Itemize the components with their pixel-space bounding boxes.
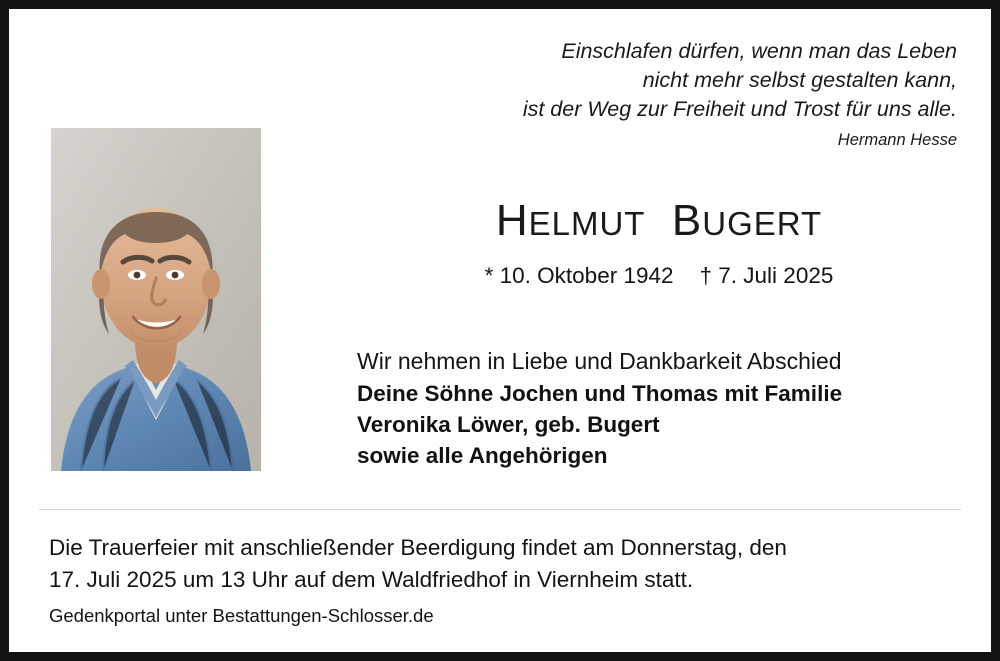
portrait-image: [51, 128, 261, 471]
family-line-3: sowie alle Angehörigen: [357, 443, 608, 468]
birth-date: * 10. Oktober 1942: [484, 263, 674, 288]
memorial-portal-line: Gedenkportal unter Bestattungen-Schlosser.de: [49, 605, 434, 626]
portrait-photo: [51, 128, 261, 471]
footer-divider: [39, 509, 961, 510]
family-line-2: Veronika Löwer, geb. Bugert: [357, 412, 660, 437]
last-name-initial: B: [671, 196, 703, 245]
first-name-rest: ELMUT: [528, 205, 646, 242]
death-date: † 7. Juli 2025: [699, 263, 834, 288]
quote-line-3: ist der Weg zur Freiheit und Trost für uns alle.: [522, 97, 957, 121]
ceremony-line-2: 17. Juli 2025 um 13 Uhr auf dem Waldfriedhof in Viernheim statt.: [49, 567, 694, 592]
quote-block: [397, 37, 957, 150]
ceremony-line-1: Die Trauerfeier mit anschließender Beerdigung findet am Donnerstag, den: [49, 535, 787, 560]
first-name-initial: H: [495, 196, 529, 245]
farewell-intro: Wir nehmen in Liebe und Dankbarkeit Abschied: [357, 348, 842, 374]
family-line-1: Deine Söhne Jochen und Thomas mit Familie: [357, 381, 843, 406]
obituary-inner: [9, 9, 991, 652]
quote-line-2: nicht mehr selbst gestalten kann,: [642, 68, 957, 92]
life-dates: [349, 262, 969, 290]
deceased-name: [349, 195, 969, 250]
last-name-rest: UGERT: [702, 205, 823, 242]
family-block: [357, 345, 977, 471]
quote-line-1: Einschlafen dürfen, wenn man das Leben: [561, 39, 957, 63]
name-block: [349, 195, 969, 290]
footer-block: [49, 532, 969, 628]
quote-author: Hermann Hesse: [837, 131, 957, 149]
